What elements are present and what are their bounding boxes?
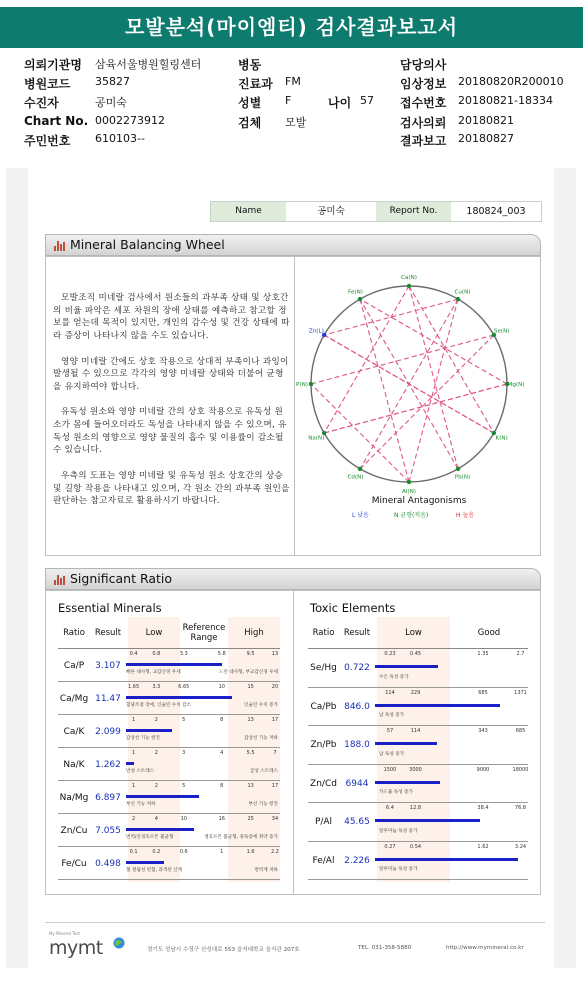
tick-label: 3.24 [514,843,527,850]
footer-tel: TEL. 031-358-5880 [358,945,412,951]
note-low: 철 결핍성 빈혈, 과색된 산게 [126,868,183,874]
ratio-result: 3.107 [95,660,121,671]
table-row [308,765,528,804]
globe-icon [113,937,125,949]
note-low: 면역/신경호르몬 불균형 [126,835,174,841]
toxic-header [308,617,528,649]
ratio-name: P/Al [314,817,333,828]
ratio-result: 7.055 [95,825,121,836]
result-bar [375,781,440,784]
ratio-name: Fe/Al [312,855,335,866]
receipt-label: 접수번호 [400,96,447,110]
wheel-node-label: Ca(N) [401,275,417,281]
request-value: 20180821 [458,114,514,127]
tick-label: 2 [154,783,158,789]
col-result: Result [343,628,371,638]
tick-label: 114 [385,689,395,696]
tick-label: 6.4 [386,805,394,811]
wheel-node [456,297,460,301]
antagonism-line [360,299,507,384]
tick-label: 1.35 [477,651,489,657]
table-row [308,842,528,881]
wheel-node-label: Al(N) [402,489,416,495]
ratio-name: Ca/K [63,726,85,737]
result-bar [126,663,222,666]
ratio-name: Ca/P [63,660,85,671]
tick-label: 5.5 [246,750,255,756]
result-bar [126,861,164,864]
table-row [58,814,280,847]
tick-label: 57 [386,728,394,734]
examinee-label: 수진자 [24,96,59,110]
note-high: 면역계 저하 [254,868,278,874]
result-bar [126,696,232,699]
significant-section-header [45,568,541,590]
mbw-paragraph-4: 우측의 도표는 영양 미네랄 및 유독성 원소 상호간의 상승 및 길항 작용을 나타내고 있으며, 각 원소 간의 과부족 원인을 판단하는 참고자료로 활용하시기 바랍니다. [53,470,290,507]
department-label: 진료과 [238,77,273,91]
table-row [308,803,528,842]
table-row [58,715,280,748]
legend-title: Mineral Antagonisms [371,496,467,506]
tick-label: 229 [410,689,421,696]
note-low: 납 독성 증가 [379,713,405,719]
note-low: 빠른 대사형, 교감신경 우세 [126,670,181,676]
mbw-section-header [45,234,541,256]
tick-labels [126,783,278,789]
tick-labels [375,805,525,811]
result-bar [126,729,172,732]
department-value: FM [285,75,301,88]
significant-title: Significant Ratio [70,571,173,586]
result-bar [375,704,500,707]
note-high: 느린 대사형, 부교감신경 우세 [218,670,278,676]
tick-labels [126,684,278,690]
divider [293,591,294,894]
tick-label: 1.6 [246,849,255,855]
ratio-name: Na/Mg [59,792,89,803]
result-bar [375,858,518,861]
toxic-title: Toxic Elements [310,601,396,615]
note-low: 만성 스트레스 [126,769,155,775]
age-value: 57 [360,94,374,107]
id-label: 주민번호 [24,134,71,148]
tick-label: 34 [271,816,279,822]
tick-label: 1 [220,849,224,855]
note-low: 혈당조절 장애, 인슐린 수치 감소 [126,703,191,709]
ratio-result: 2.099 [95,726,121,737]
tick-labels [375,690,525,696]
mbw-paragraph-2: 영양 미네랄 간에도 상호 작용으로 상대적 부족이나 과잉이 발생될 수 있으므로 각각의 영양 미네랄 상태와 더불어 균형을 유지하여야 합니다. [53,356,289,392]
ward-label: 병동 [238,58,262,72]
note-low: 납 독성 증가 [379,751,405,757]
wheel-node [407,480,411,484]
tick-labels [126,651,278,657]
tick-label: 25 [247,816,254,822]
legend-low: L 낮음 [352,512,369,519]
antagonism-line [324,335,494,433]
tick-label: 5 [182,717,186,723]
tick-label: 20 [271,684,279,690]
tick-label: 0.2 [152,849,161,855]
tick-label: 4 [220,750,224,756]
sex-value: F [285,94,292,107]
note-low: 부신 기능 저하 [126,802,156,808]
legend-high: H 높음 [456,512,475,519]
tick-labels [126,849,278,855]
tick-label: 9000 [476,766,490,773]
specimen-value: 모발 [285,116,307,129]
logo-tagline: My Mineral Test [49,931,81,936]
note-high: 인슐린 수치 증가 [244,703,278,709]
tick-label: 3.3 [152,684,161,690]
wheel-node-label: Se(N) [493,328,510,335]
col-reference-range: Reference Range [182,623,226,643]
tick-label: 18000 [512,766,529,773]
ratio-name: Ca/Pb [310,701,337,712]
tick-label: 13 [247,717,254,723]
chart-label: Chart No. [24,114,89,128]
ratio-name: Na/K [63,759,85,770]
tick-labels [126,750,278,756]
report-no-label: Report No. [376,202,451,221]
tick-label: 0.54 [409,843,422,850]
ratio-result: 45.65 [344,817,370,828]
mbw-description [53,292,291,521]
ratio-name: Zn/Cd [310,778,337,789]
tick-label: 1.65 [128,684,140,690]
col-ratio: Ratio [312,628,335,638]
tick-label: 2.2 [270,849,279,855]
tick-label: 13 [247,783,254,789]
note-low: 카드뮴 독성 증가 [379,790,413,796]
ratio-result: 846.0 [344,701,370,712]
antagonism-line [311,335,494,384]
clinical-info-value: 20180820R200010 [458,75,564,88]
specimen-label: 검체 [238,116,262,130]
chart-value: 0002273912 [95,114,165,127]
tick-labels [375,651,525,657]
wheel-node-label: Fe(N) [348,289,363,296]
note-high: 갑상선 기능 저하 [244,736,278,742]
toxic-table [308,617,528,882]
essential-header [58,617,280,649]
tick-label: 1371 [514,689,527,696]
tick-label: 7 [273,750,277,756]
mbw-title: Mineral Balancing Wheel [70,237,225,252]
tick-label: 2 [154,750,158,756]
note-low: 수은 독성 증가 [379,674,409,680]
tick-label: 4 [154,816,158,822]
ratio-result: 0.498 [95,858,121,869]
ratio-result: 6944 [345,778,369,789]
report-no-value: 180824_003 [466,206,526,217]
tick-label: 2.7 [516,651,525,657]
tick-label: 76.8 [514,805,527,811]
antagonism-line [409,286,494,433]
request-label: 검사의뢰 [400,116,447,130]
sex-label: 성별 [238,96,262,110]
tick-label: 685 [478,689,488,696]
ratio-result: 188.0 [344,740,370,751]
wheel-node-label: Na(N) [308,435,325,442]
tick-label: 2 [132,816,136,822]
examinee-value: 공미숙 [95,96,127,109]
ratio-name: Se/Hg [310,663,337,674]
bar-chart-icon [54,575,66,585]
name-value: 공미숙 [317,206,345,217]
col-result: Result [94,628,122,638]
note-low: 알루미늄 독성 증가 [379,828,418,834]
ratio-result: 6.897 [95,792,121,803]
note-low: 갑상선 기능 항진 [126,736,160,742]
note-low: 알루미늄 독성 증가 [379,867,418,873]
col-low: Low [145,628,163,638]
wheel-node-label: Pb(N) [454,474,471,481]
hospital-code-value: 35827 [95,75,130,88]
wheel-node-label: Cu(N) [454,289,471,296]
tick-label: 5 [182,783,186,789]
tick-label: 38.4 [477,805,489,811]
wheel-node [358,467,362,471]
ratio-name: Zn/Cu [60,825,88,836]
result-bar [375,819,480,822]
table-row [58,649,280,682]
ratio-result: 2.226 [344,855,370,866]
wheel-node-label: Mg(N) [507,382,525,388]
essential-title: Essential Minerals [58,601,162,615]
tick-label: 114 [410,728,421,734]
ratio-result: 0.722 [344,663,370,674]
wheel-node [456,467,460,471]
hospital-code-label: 병원코드 [24,77,71,91]
col-ratio: Ratio [63,628,85,638]
ratio-result: 1.262 [95,759,121,770]
name-label: Name [211,202,286,221]
result-bar [126,828,194,831]
col-good: Good [477,628,501,638]
result-bar [126,795,199,798]
footer-website[interactable]: http://www.mymineral.co.kr [446,945,524,951]
wheel-node-label: Zn(L) [308,328,324,335]
tick-label: 1500 [383,766,397,773]
table-row [58,682,280,715]
wheel-node [358,297,362,301]
tick-labels [375,728,525,734]
note-high: 급성 스트레스 [249,769,278,775]
tick-label: 0.6 [179,849,188,855]
tick-label: 1.62 [477,843,489,850]
tick-label: 10 [180,816,187,822]
report-date-value: 20180827 [458,132,514,145]
antagonism-line [324,384,507,433]
tick-label: 3 [182,750,186,756]
tick-label: 0.23 [384,651,396,657]
tick-label: 0.4 [129,651,138,657]
tick-label: 13 [271,651,279,657]
tick-label: 17 [271,783,279,789]
report-title: 모발분석(마이엠티) 검사결과보고서 [0,7,583,48]
tick-label: 9.5 [246,651,255,657]
table-row [308,649,528,688]
antagonism-line [409,286,458,469]
tick-label: 12.8 [409,805,422,811]
tick-labels [126,717,278,723]
wheel-node [309,382,313,386]
tick-label: 1 [132,783,136,789]
report-date-label: 결과보고 [400,134,447,148]
antagonism-line [409,299,458,482]
tick-label: 0.45 [409,651,422,657]
tick-label: 0.1 [129,849,138,855]
wheel-node-label: K(N) [495,435,508,442]
tick-label: 8 [220,783,224,789]
bar-chart-icon [54,241,66,251]
clinical-info-label: 임상정보 [400,77,447,91]
tick-labels [375,844,525,850]
doctor-label: 담당의사 [400,58,447,72]
essential-table [58,617,280,882]
age-label: 나이 [328,96,352,110]
result-bar [375,742,437,745]
tick-labels [375,766,529,773]
ratio-name: Ca/Mg [59,693,89,704]
wheel-node [407,284,411,288]
tick-label: 0.27 [384,843,396,850]
institution-value: 삼육서울병원힐링센터 [95,58,202,71]
tick-label: 3000 [409,766,422,773]
antagonism-line [360,335,494,469]
patient-info [0,52,583,152]
id-value: 610103-- [95,132,145,145]
footer-address: 경기도 성남시 수정구 산성대로 553 을지대학교 을지관 207호 [147,947,300,953]
logo-text: mymt [49,937,103,959]
mbw-paragraph-1: 모발조직 미네랄 검사에서 원소들의 과부족 상태 및 상호간의 비율 파악은 세포 차원의 장애 상태를 예측하고 참고할 정보를 얻는데 목적이 있지만, 개인의 감수성 및 건강 상태에 따라 증상이 나타나지 않을 수도 있습니다. [53,293,290,342]
col-low: Low [405,628,422,638]
mineral-wheel [294,258,542,558]
tick-label: 2 [154,717,158,723]
mbw-paragraph-3: 유독성 원소와 영양 미네랄 간의 상호 작용으로 유독성 원소가 몸에 들어오더라도 독성을 나타내지 않을 수 있으며, 유독성 원소의 영향으로 영양 물질의 흡수 및 이용률이 감소될 수 있습니다. [53,407,287,456]
tick-label: 16 [218,816,225,822]
wheel-node-label: Cd(N) [347,474,364,481]
ratio-result: 11.47 [95,693,121,704]
institution-label: 의뢰기관명 [24,58,82,72]
table-row [308,688,528,727]
tick-label: 17 [271,717,279,723]
tick-label: 6.65 [178,684,190,690]
ratio-name: Fe/Cu [61,858,87,869]
ratio-name: Zn/Pb [310,740,337,751]
tick-label: 8 [220,717,224,723]
legend-normal: N 균형(적음) [394,512,429,519]
col-high: High [244,628,264,638]
footer [45,922,545,966]
result-bar [126,762,134,765]
table-row [58,781,280,814]
note-high: 생호르몬 불균형, 중독증에 취약 증가 [204,835,278,841]
tick-label: 3.3 [179,651,188,657]
name-bar [210,201,542,222]
tick-label: 343 [478,728,488,734]
mymt-logo [49,931,129,961]
tick-label: 1 [132,717,136,723]
tick-label: 5.8 [217,651,226,657]
wheel-node-label: P(N) [296,382,308,388]
antagonism-line [360,299,409,482]
tick-label: 1 [132,750,136,756]
table-row [58,847,280,880]
tick-labels [126,816,278,822]
tick-label: 15 [247,684,254,690]
tick-label: 10 [218,684,225,690]
tick-label: 0.8 [152,651,161,657]
tick-label: 685 [515,728,526,734]
receipt-value: 20180821-18334 [458,94,553,107]
table-row [308,726,528,765]
result-bar [375,665,438,668]
table-row [58,748,280,781]
note-high: 부신 기능 항진 [248,802,278,808]
